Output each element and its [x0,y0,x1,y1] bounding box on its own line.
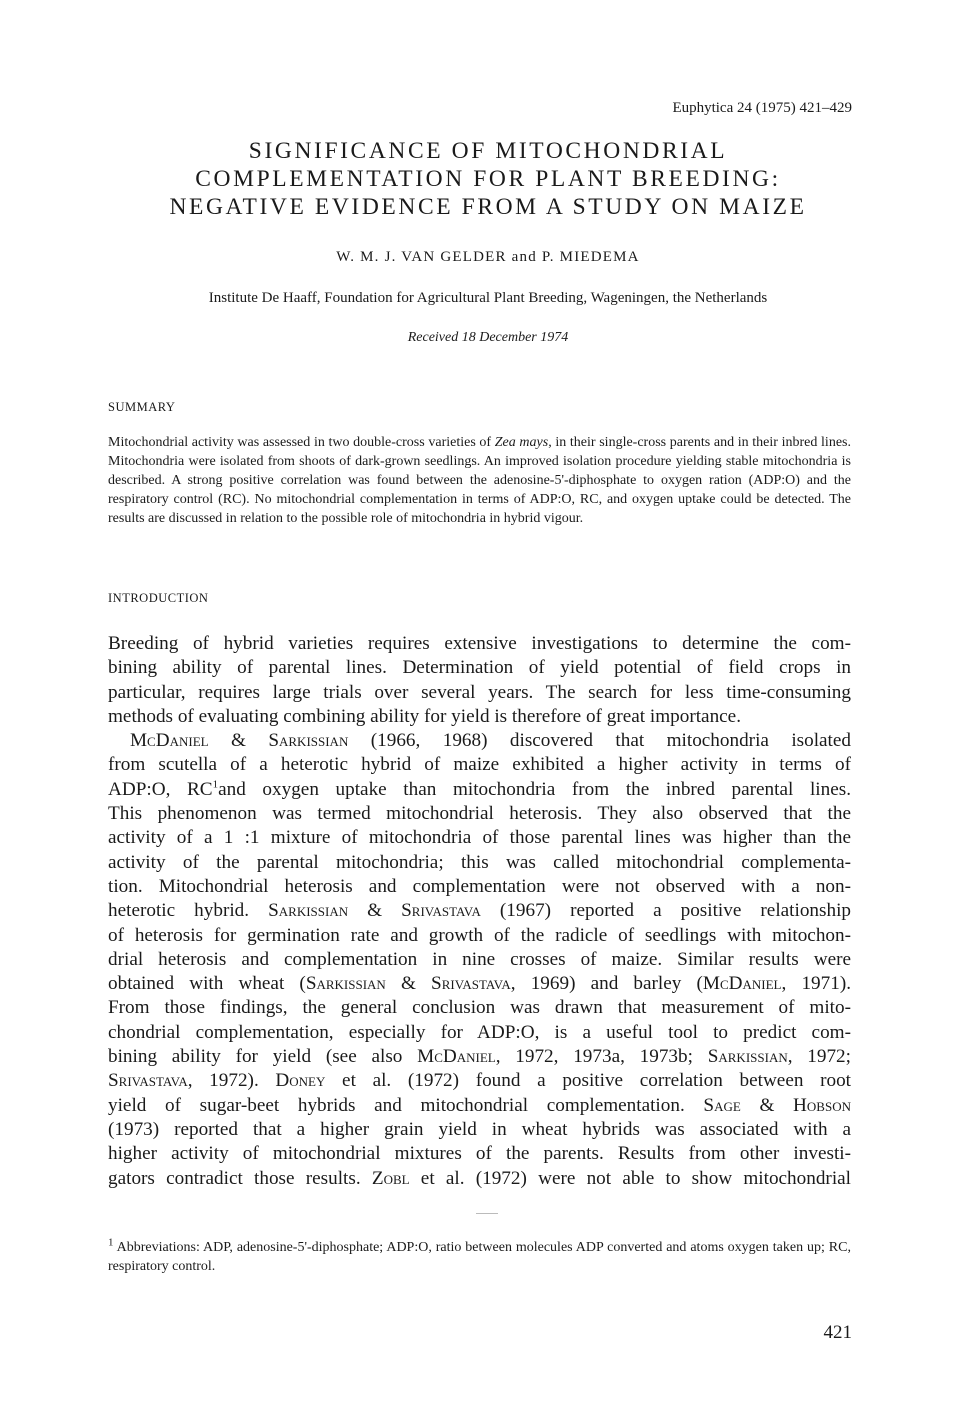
citation-author: Srivastava [108,1070,188,1092]
title-line: COMPLEMENTATION FOR PLANT BREEDING: [195,166,781,192]
title-line: NEGATIVE EVIDENCE FROM A STUDY ON MAIZE [169,194,807,220]
text-line: methods of evaluating combining ability for yield is therefore of great importance. [108,705,741,727]
introduction-body [108,632,851,1191]
text-line: (1973) reported that a higher grain yield in wheat hybrids was associated with a [108,1118,851,1140]
text-line: obtained with wheat (Sarkissian & Srivastava, 1969) and barley (McDaniel, 1971). [108,973,851,995]
species-name: Zea mays [494,435,549,450]
citation-author: McDaniel [417,1046,496,1068]
text-line: Breeding of hybrid varieties requires extensive investigations to determine the com- [108,633,851,654]
text-line: drial heterosis and complementation in nine crosses of maize. Similar results were [108,948,851,970]
text-line: activity of a 1 :1 mixture of mitochondria of those parental lines was higher than the [108,827,851,849]
footnote-divider [476,1213,498,1214]
citation-author: Zobl [371,1167,410,1189]
text-line: From those findings, the general conclusion was drawn that measurement of mito- [108,997,851,1019]
citation-author: McDaniel [702,973,782,995]
footnote-number: 1 [108,1236,114,1249]
text-line: yield of sugar-beet hybrids and mitochondrial complementation. Sage & Hobson [108,1094,851,1116]
footnote: $^1$ Abbreviations: ADP, adenosine-5'-diphosphate; ADP:O, ratio between molecules ADP converted and atoms oxygen taken up; RC, respiratory control. [108,1236,851,1274]
text-line: bining ability for yield (see also McDaniel, 1972, 1973a, 1973b; Sarkissian, 1972; [108,1046,851,1068]
text-line: higher activity of mitochondrial mixtures of the parents. Results from other investi- [108,1143,851,1165]
text-line: particular, requires large trials over several years. The search for less time-consuming [108,681,851,703]
citation-author: Sarkissian [707,1046,788,1068]
text-line: chondrial complementation, especially for ADP:O, is a useful tool to predict com- [108,1021,851,1043]
text-line: This phenomenon was termed mitochondrial heterosis. They also observed that the [108,803,851,825]
received-date: Received 18 December 1974 [407,330,569,345]
text-line: Srivastava, 1972). Doney et al. (1972) found a positive correlation between root [108,1070,851,1092]
text-line: activity of the parental mitochondria; this was called mitochondrial complementa- [108,851,851,873]
text-line: bining ability of parental lines. Determination of yield potential of field crops in [108,657,851,679]
text-line: from scutella of a heterotic hybrid of maize exhibited a higher activity in terms of [108,754,851,776]
text-line: of heterosis for germination rate and growth of the radicle of seedlings with mitochon- [108,924,851,946]
summary-heading: SUMMARY [108,400,176,414]
introduction-heading: INTRODUCTION [108,591,209,605]
citation-author: Sage & Hobson [703,1094,851,1116]
footnote-marker: 1 [212,778,219,791]
citation-author: Doney [275,1070,326,1092]
citation-author: Sarkissian & Srivastava [305,973,511,995]
citation-author: Sarkissian & Srivastava [268,900,481,922]
article-title [80,137,896,221]
journal-reference: Euphytica 24 (1975) 421–429 [672,100,852,116]
text-line: ADP:O, $RC^1and$ oxygen uptake than mitochondria from the inbred parental lines. [108,778,851,800]
text-line: heterotic hybrid. Sarkissian & Srivastava (1967) reported a positive relationship [108,900,851,922]
title-line: SIGNIFICANCE OF MITOCHONDRIAL [248,138,728,164]
authors: W. M. J. VAN GELDER and P. MIEDEMA [336,249,640,265]
affiliation: Institute De Haaff, Foundation for Agricultural Plant Breeding, Wageningen, the Netherlands [208,290,768,306]
citation-author: McDaniel & Sarkissian [130,730,349,752]
page-number: 421 [823,1322,852,1343]
summary-paragraph: Mitochondrial activity was assessed in two double-cross varieties of Zea mays, in their single-cross parents and in their inbred lines. Mitochondria were isolated from shoots of dark-grown seedlings. An improved isolation procedure yielding stable mitochondria is described. A strong positive correlation was found between the adenosine-5'-diphosphate to oxygen ration (ADP:O) and the respiratory control (RC). No mitochondrial complementation in terms of ADP:O, RC, and oxygen uptake could be detected. The results are discussed in relation to the possible role of mitochondria in hybrid vigour. [108,435,851,526]
text-line: gators contradict those results. Zobl et al. (1972) were not able to show mitochondrial [108,1167,851,1189]
text-line: McDaniel & Sarkissian (1966, 1968) discovered that mitochondria isolated [130,730,851,752]
text-line: tion. Mitochondrial heterosis and complementation were not observed with a non- [108,875,851,897]
